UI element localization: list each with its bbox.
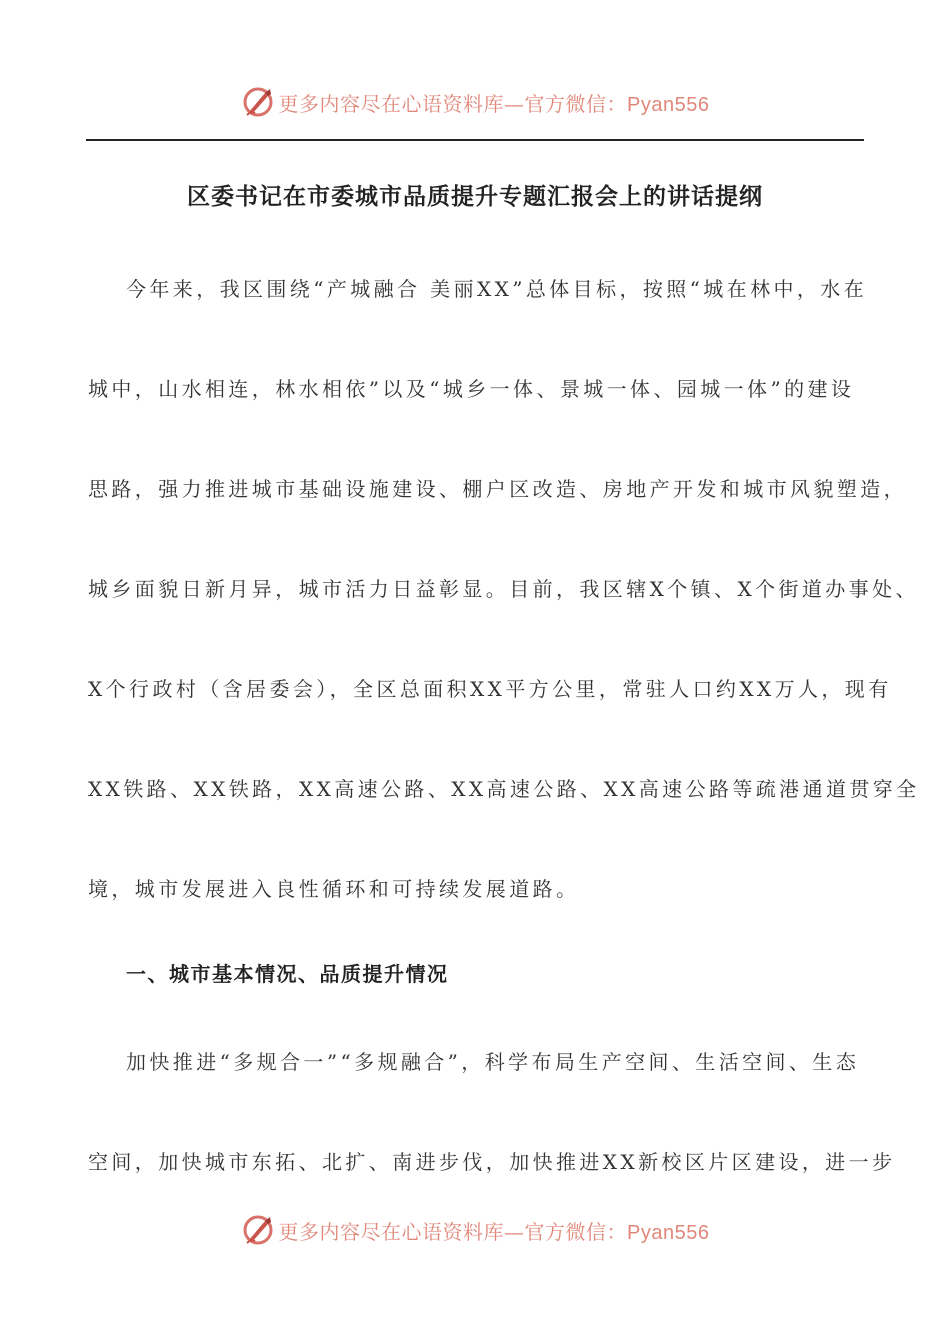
paragraph1-line: 境，城市发展进入良性循环和可持续发展道路。 (88, 877, 580, 901)
paragraph2-line: 加快推进“多规合一”“多规融合”，科学布局生产空间、生活空间、生态 (126, 1050, 860, 1074)
pen-logo-icon (241, 1213, 275, 1247)
paragraph1-line: XX铁路、XX铁路，XX高速公路、XX高速公路、XX高速公路等疏港通道贯穿全 (88, 777, 920, 801)
watermark-text: 更多内容尽在心语资料库—官方微信：Pyan556 (278, 1219, 710, 1244)
footer-watermark (0, 1210, 950, 1250)
wechat-id: Pyan556 (627, 1221, 710, 1244)
pen-logo-icon (241, 85, 275, 119)
header-divider (86, 139, 864, 141)
wechat-id: Pyan556 (627, 93, 710, 116)
paragraph1-line: X个行政村（含居委会），全区总面积XX平方公里，常驻人口约XX万人，现有 (88, 677, 892, 701)
paragraph1-line: 城乡面貌日新月异，城市活力日益彰显。目前，我区辖X个镇、X个街道办事处、 (88, 577, 919, 601)
paragraph2-line: 空间，加快城市东拓、北扩、南进步伐，加快推进XX新校区片区建设，进一步 (88, 1150, 896, 1174)
section-heading: 一、城市基本情况、品质提升情况 (126, 962, 449, 986)
header-watermark (0, 82, 950, 122)
document-title: 区委书记在市委城市品质提升专题汇报会上的讲话提纲 (187, 183, 763, 210)
paragraph1-line: 今年来，我区围绕“产城融合 美丽XX”总体目标，按照“城在林中，水在 (126, 277, 868, 301)
watermark-text: 更多内容尽在心语资料库—官方微信：Pyan556 (278, 91, 710, 116)
paragraph1-line: 思路，强力推进城市基础设施建设、棚户区改造、房地产开发和城市风貌塑造， (88, 477, 907, 501)
paragraph1-line: 城中，山水相连，林水相依”以及“城乡一体、景城一体、园城一体”的建设 (88, 377, 855, 401)
